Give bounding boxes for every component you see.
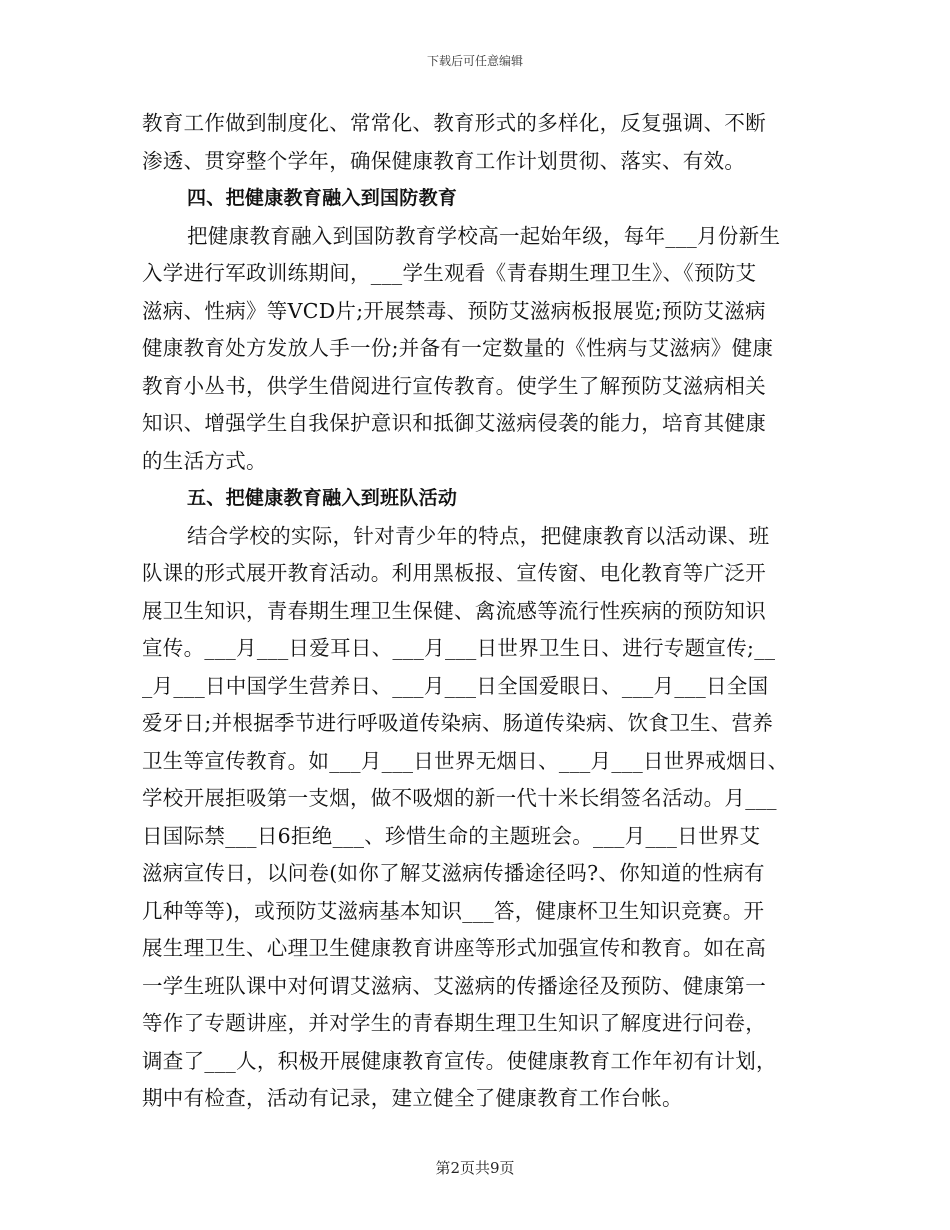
paragraph-line: 展生理卫生、心理卫生健康教育讲座等形式加强宣传和教育。如在高 (142, 936, 766, 960)
paragraph-line: 健康教育处方发放人手一份;并备有一定数量的《性病与艾滋病》健康 (142, 336, 774, 360)
section-heading: 四、把健康教育融入到国防教育 (187, 187, 458, 209)
paragraph-line: 的生活方式。 (142, 448, 267, 473)
paragraph-line: 日国际禁___日6拒绝___、珍惜生命的主题班会。___月___日世界艾 (142, 823, 761, 848)
paragraph-line: 等作了专题讲座，并对学生的青春期生理卫生知识了解度进行问卷， (142, 1011, 766, 1035)
paragraph-line: 入学进行军政训练期间，___学生观看《青春期生理卫生》、《预防艾 (142, 261, 757, 285)
page-number: 第2页共9页 (435, 1159, 515, 1177)
paragraph-line: 知识、增强学生自我保护意识和抵御艾滋病侵袭的能力，培育其健康 (142, 411, 766, 435)
paragraph-line: 宣传。___月___日爱耳日、___月___日世界卫生日、进行专题宣传;__ (142, 636, 776, 660)
paragraph-line: 卫生等宣传教育。如___月___日世界无烟日、___月___日世界戒烟日、 (142, 748, 789, 773)
paragraph-line: 队课的形式展开教育活动。利用黑板报、宣传窗、电化教育等广泛开 (142, 561, 766, 585)
paragraph-line: 滋病宣传日，以问卷(如你了解艾滋病传播途径吗?、你知道的性病有 (142, 861, 765, 885)
paragraph-line: 展卫生知识，青春期生理卫生保健、禽流感等流行性疾病的预防知识 (142, 598, 766, 623)
paragraph-line: _月___日中国学生营养日、___月___日全国爱眼日、___月___日全国 (142, 673, 769, 698)
paragraph-line: 一学生班队课中对何谓艾滋病、艾滋病的传播途径及预防、健康第一 (142, 973, 766, 998)
paragraph-line: 教育工作做到制度化、常常化、教育形式的多样化，反复强调、不断 (142, 111, 766, 135)
section-heading: 五、把健康教育融入到班队活动 (187, 487, 458, 509)
paragraph-line: 教育小丛书，供学生借阅进行宣传教育。使学生了解预防艾滋病相关 (142, 373, 766, 398)
paragraph-line: 把健康教育融入到国防教育学校高一起始年级，每年___月份新生 (187, 223, 781, 248)
paragraph-line: 渗透、贯穿整个学年，确保健康教育工作计划贯彻、落实、有效。 (142, 148, 746, 173)
header-note: 下载后可任意编辑 (426, 54, 523, 68)
document-body (142, 105, 804, 1118)
paragraph-line: 调查了___人，积极开展健康教育宣传。使健康教育工作年初有计划， (142, 1048, 777, 1073)
paragraph-line: 滋病、性病》等VCD片;开展禁毒、预防艾滋病板报展览;预防艾滋病 (142, 298, 766, 323)
paragraph-line: 学校开展拒吸第一支烟，做不吸烟的新一代十米长绢签名活动。月___ (142, 786, 777, 810)
paragraph-line: 几种等等)，或预防艾滋病基本知识___答，健康杯卫生知识竞赛。开 (142, 898, 765, 923)
paragraph-line: 爱牙日;并根据季节进行呼吸道传染病、肠道传染病、饮食卫生、营养 (142, 711, 774, 735)
paragraph-line: 期中有检查，活动有记录，建立健全了健康教育工作台帐。 (142, 1086, 683, 1110)
paragraph-line: 结合学校的实际，针对青少年的特点，把健康教育以活动课、班 (187, 523, 770, 548)
